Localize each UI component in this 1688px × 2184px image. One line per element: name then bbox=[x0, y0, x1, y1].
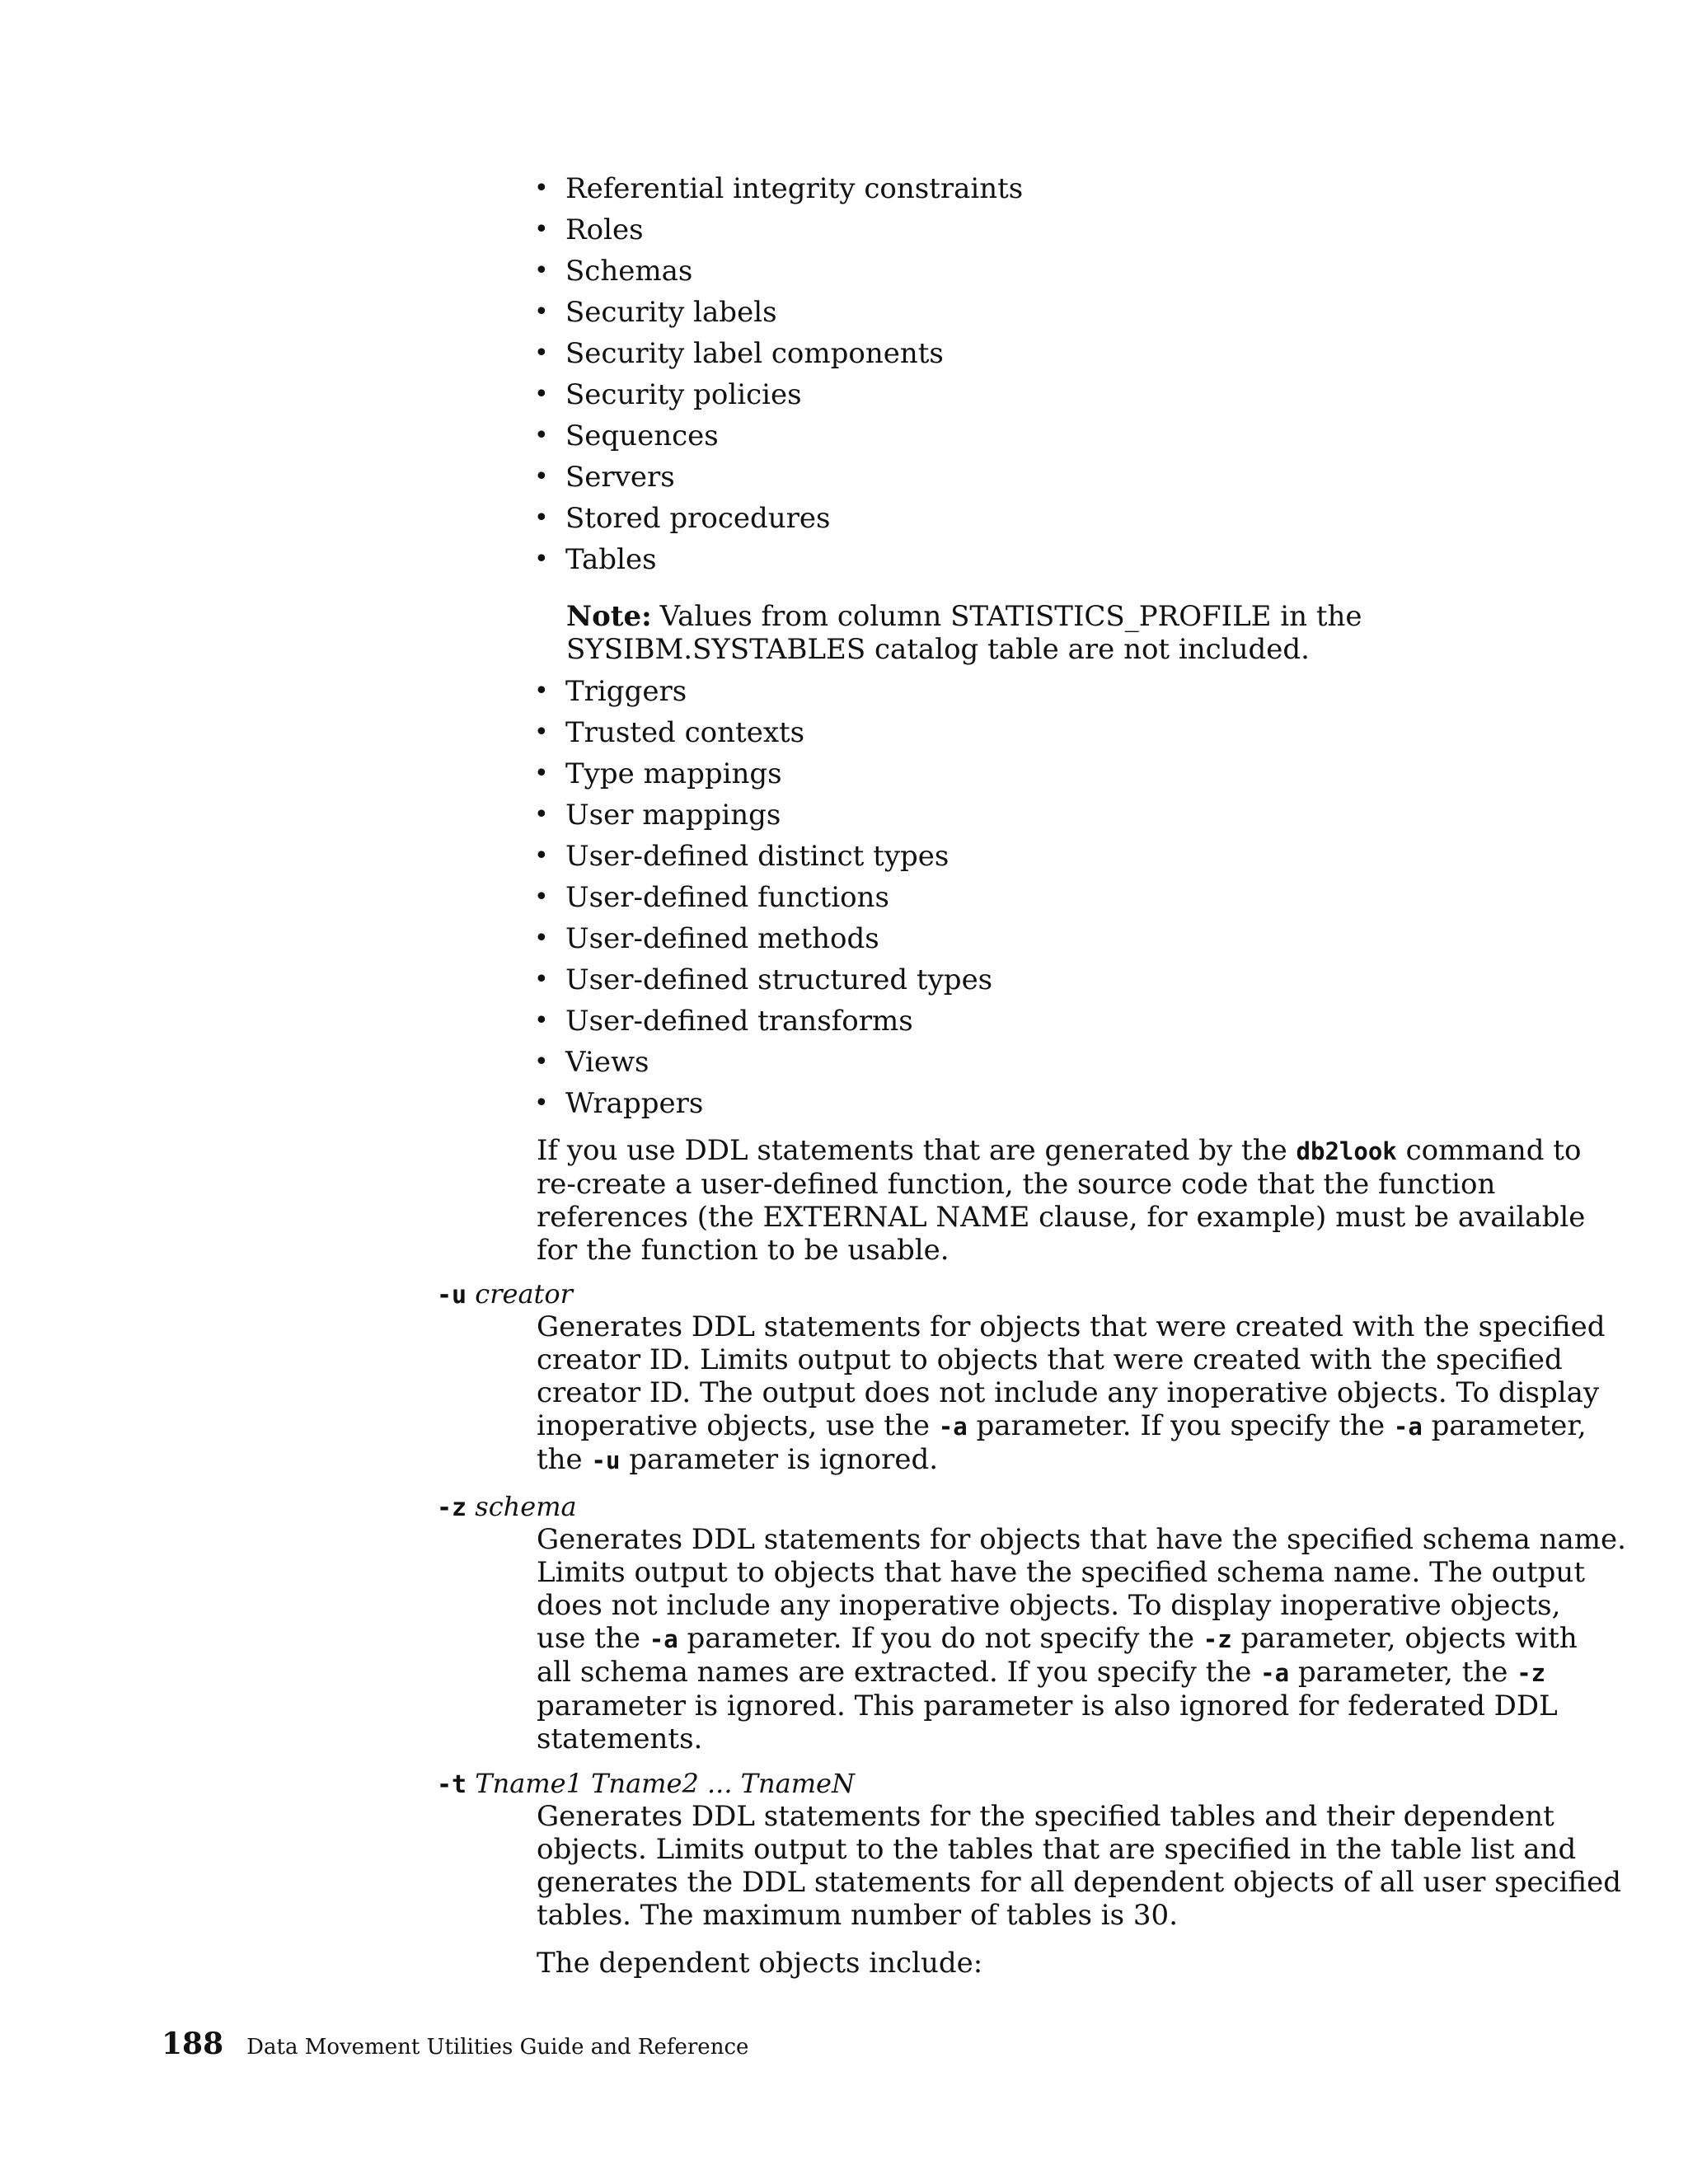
list-item bbox=[534, 333, 1523, 374]
list-item-label: Views bbox=[565, 1046, 649, 1079]
option-z-term bbox=[437, 1490, 577, 1525]
bullet-icon: • bbox=[534, 256, 549, 285]
list-item bbox=[534, 1001, 1523, 1042]
option-z-description: Generates DDL statements for objects that have the specified schema name. Limits output to objects that have the specified schema name. The output does not include any inoperative objects. To display inoperative objects, use the -a parameter. If you do not specify the -z parameter, objects with all schema names are extracted. If you specify the -a parameter, the -z parameter is ignored. This parameter is also ignored for federated DDL statements. bbox=[537, 1523, 1626, 1755]
bullet-icon: • bbox=[534, 545, 549, 574]
option-t-term bbox=[437, 1767, 855, 1802]
list-item bbox=[534, 209, 1523, 251]
list-item bbox=[534, 457, 1523, 498]
option-flag: -z bbox=[437, 1493, 467, 1522]
list-item bbox=[534, 498, 1523, 539]
bullet-icon: • bbox=[534, 215, 549, 244]
list-item-label: Security label components bbox=[565, 337, 944, 370]
list-item-label: Servers bbox=[565, 461, 675, 494]
option-u-description: Generates DDL statements for objects that were created with the specified creator ID. Limits output to objects that were created with the specified creator ID. The output does not include any inoperative objects. To display inoperative objects, use the -a parameter. If you specify the -a parameter, the -u parameter is ignored. bbox=[537, 1310, 1606, 1476]
note-line-2: SYSIBM.SYSTABLES catalog table are not included. bbox=[566, 633, 1310, 666]
book-title: Data Movement Utilities Guide and Reference bbox=[246, 2035, 749, 2060]
bullet-icon: • bbox=[534, 1089, 549, 1118]
bullet-icon: • bbox=[534, 841, 549, 870]
option-arg: schema bbox=[475, 1491, 577, 1522]
list-item bbox=[534, 1042, 1523, 1083]
list-item bbox=[534, 1083, 1523, 1124]
option-flag: -u bbox=[437, 1281, 467, 1310]
bullet-icon: • bbox=[534, 718, 549, 747]
list-item bbox=[534, 168, 1523, 209]
list-item-label: Stored procedures bbox=[565, 502, 831, 535]
list-item bbox=[534, 959, 1523, 1001]
bullet-icon: • bbox=[534, 462, 549, 491]
ddl-function-paragraph: If you use DDL statements that are generated by the db2look command to re-create a user-defined function, the source code that the function references (the EXTERNAL NAME clause, for example) must be available for the function to be usable. bbox=[537, 1134, 1586, 1267]
list-item-label: User-defined transforms bbox=[565, 1005, 913, 1038]
list-item-label: Wrappers bbox=[565, 1087, 704, 1120]
page-footer bbox=[162, 2026, 748, 2065]
bullet-icon: • bbox=[534, 380, 549, 409]
bullet-icon: • bbox=[534, 965, 549, 994]
list-item-label: Triggers bbox=[565, 675, 687, 708]
list-item-label: Sequences bbox=[565, 419, 719, 452]
list-item bbox=[534, 671, 1523, 712]
object-type-list-top bbox=[534, 168, 1523, 580]
list-item bbox=[534, 415, 1523, 457]
list-item bbox=[534, 753, 1523, 794]
bullet-icon: • bbox=[534, 924, 549, 953]
bullet-icon: • bbox=[534, 1006, 549, 1035]
list-item-label: Type mappings bbox=[565, 757, 782, 790]
bullet-icon: • bbox=[534, 339, 549, 368]
bullet-icon: • bbox=[534, 421, 549, 450]
bullet-icon: • bbox=[534, 504, 549, 532]
list-item-label: User mappings bbox=[565, 799, 781, 832]
list-item bbox=[534, 539, 1523, 580]
bullet-icon: • bbox=[534, 759, 549, 788]
list-item bbox=[534, 794, 1523, 836]
list-item-label: Security labels bbox=[565, 296, 777, 329]
list-item-label: Referential integrity constraints bbox=[565, 172, 1024, 205]
list-item-label: Schemas bbox=[565, 255, 693, 288]
tables-note bbox=[566, 600, 1555, 666]
option-flag: -t bbox=[437, 1770, 467, 1799]
list-item bbox=[534, 918, 1523, 959]
option-arg: creator bbox=[475, 1278, 573, 1310]
list-item bbox=[534, 877, 1523, 918]
list-item-label: User-defined functions bbox=[565, 881, 889, 914]
db2look-command: db2look bbox=[1296, 1137, 1397, 1165]
list-item-label: Roles bbox=[565, 213, 644, 246]
list-item bbox=[534, 374, 1523, 415]
list-item bbox=[534, 712, 1523, 753]
dependent-objects-intro: The dependent objects include: bbox=[537, 1947, 983, 1980]
list-item bbox=[534, 836, 1523, 877]
list-item-label: Trusted contexts bbox=[565, 716, 805, 749]
list-item-label: Tables bbox=[565, 543, 657, 576]
option-u-term bbox=[437, 1277, 573, 1312]
bullet-icon: • bbox=[534, 883, 549, 912]
list-item bbox=[534, 251, 1523, 292]
option-arg: Tname1 Tname2 ... TnameN bbox=[475, 1768, 855, 1799]
bullet-icon: • bbox=[534, 800, 549, 829]
bullet-icon: • bbox=[534, 174, 549, 203]
list-item-label: User-defined structured types bbox=[565, 963, 993, 996]
bullet-icon: • bbox=[534, 677, 549, 705]
note-label: Note: bbox=[566, 600, 652, 633]
page-number: 188 bbox=[162, 2027, 224, 2061]
list-item bbox=[534, 292, 1523, 333]
list-item-label: User-defined methods bbox=[565, 922, 879, 955]
bullet-icon: • bbox=[534, 298, 549, 326]
list-item-label: Security policies bbox=[565, 378, 802, 411]
object-type-list-bottom bbox=[534, 671, 1523, 1124]
bullet-icon: • bbox=[534, 1047, 549, 1076]
option-t-description: Generates DDL statements for the specified tables and their dependent objects. Limits output to the tables that are specified in the table list and generates the DDL statements for all dependent objects of all user specified tables. The maximum number of tables is 30. bbox=[537, 1800, 1621, 1932]
list-item-label: User-defined distinct types bbox=[565, 840, 950, 873]
note-line-1: Values from column STATISTICS_PROFILE in the bbox=[659, 600, 1362, 633]
